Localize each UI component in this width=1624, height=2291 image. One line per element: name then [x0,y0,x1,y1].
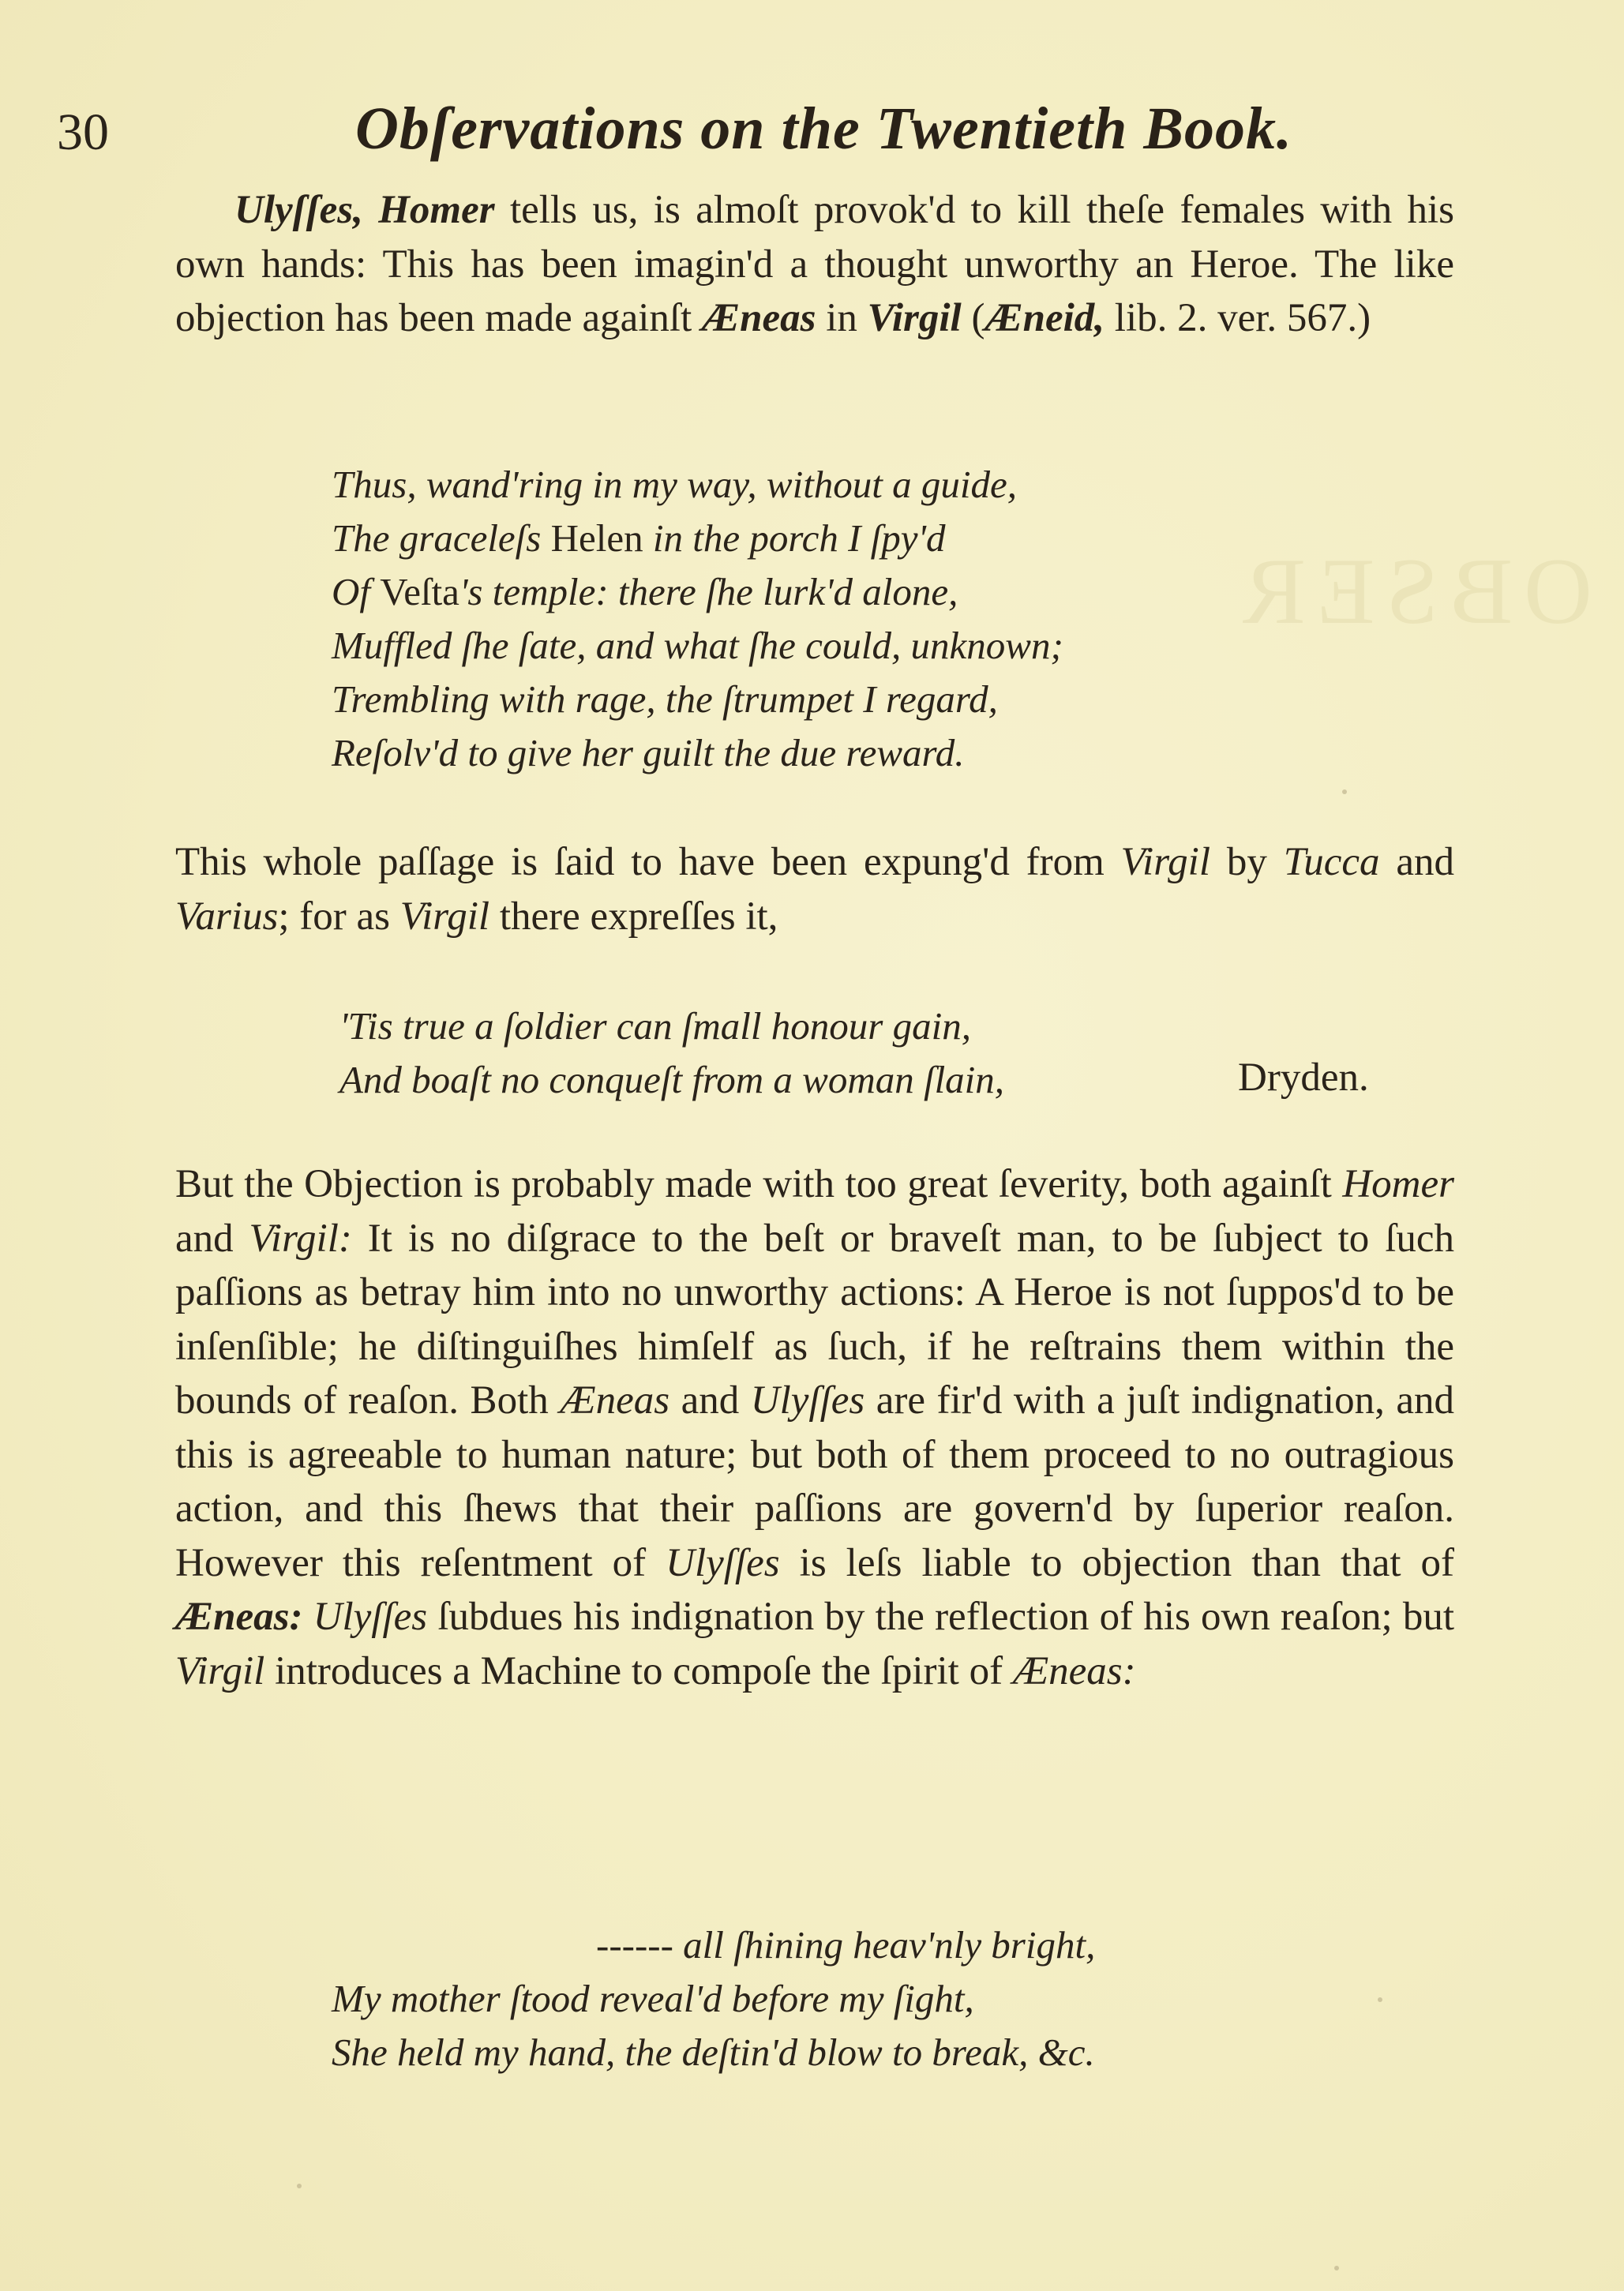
text-run: and [1379,840,1454,884]
name-aeneas: Æneas: [1012,1648,1136,1693]
page-header [47,95,1516,174]
text-run: there expreſſes it, [489,894,778,939]
text-run: and [175,1216,249,1261]
verse-line: Trembling with rage, the ſtrumpet I regard, [332,677,998,721]
text-run: ; for as [278,894,400,939]
paragraph-1-text [175,183,1454,346]
verse-line: ------ all ſhining heav'nly bright, [596,1923,1096,1967]
verse-line: Thus, wand'ring in my way, without a guide, [332,463,1018,506]
text-run [302,1595,313,1639]
attribution-dryden: Dryden. [1238,1056,1369,1100]
name-homer: Homer [1342,1162,1454,1206]
name-helen: Helen [550,516,643,560]
name-virgil: Virgil [867,296,962,340]
paragraph-1 [175,183,1454,346]
text-run: introduces a Machine to compoſe the ſpirit of [264,1648,1013,1693]
name-aeneas: Æneas [702,296,816,340]
text-run [363,188,378,232]
page-number: 30 [57,103,109,161]
text-run: and [669,1378,751,1423]
name-homer: Homer [378,188,495,232]
paragraph-3 [175,1157,1454,1698]
verse-quotation-1 [332,458,1063,780]
name-virgil: Virgil [1120,840,1210,884]
text-run: are fir'd with a juſt indignation, and this is agreeable to human nature; but both of them proceed to no outragious action, and this ſhews that their paſſions are govern'd by ſuperior reaſon. However this reſentment of [175,1378,1454,1585]
name-vesta: Veſta [380,570,459,613]
verse-line: Reſolv'd to give her guilt the due reward. [332,731,965,774]
name-virgil: Virgil [399,894,490,939]
text-run: The graceleſs [332,516,551,560]
name-aeneas: Æneas: [175,1595,303,1639]
verse-line: 'Tis true a ſoldier can ſmall honour gain, [339,1004,971,1048]
text-run: is leſs liable to objection than that of [779,1540,1454,1585]
text-run: by [1210,840,1284,884]
paragraph-2-text [175,835,1454,943]
verse-line: Muffled ſhe ſate, and what ſhe could, unknown; [332,624,1063,667]
name-tucca: Tucca [1283,840,1380,884]
name-ulysses: Ulyſſes [666,1540,780,1585]
verse-line: She held my hand, the deſtin'd blow to break, &c. [332,2030,1095,2074]
text-run: in the porch I ſpy'd [643,516,946,560]
paper-speck [1334,2266,1339,2270]
paper-speck [1378,1997,1382,2002]
name-virgil: Virgil [175,1648,265,1693]
text-run: This whole paſſage is ſaid to have been expung'd from [175,840,1121,884]
bleed-through-text: OBSER [1232,538,1592,643]
name-virgil: Virgil: [249,1216,352,1261]
verse-line [332,512,1063,565]
verse-line [332,565,1063,619]
running-title: Obſervations on the Twentieth Book. [355,96,1293,162]
paper-speck [297,2184,302,2188]
text-run: But the Objection is probably made with too great ſeverity, both againſt [175,1162,1343,1206]
name-ulysses: Ulyſſes [750,1378,865,1423]
text-run: 's temple: there ſhe lurk'd alone, [459,570,958,613]
text-run: tells us, is almoſt provok'd to kill theſe females with his own hands: This has been imagin'd a thought unworthy an Heroe. The like objection has been made againſt [175,188,1454,340]
text-run: ( [961,296,985,340]
name-ulysses: Ulyſſes, [234,188,363,232]
paragraph-2 [175,835,1454,943]
verse-quotation-3 [332,1918,1095,2079]
name-varius: Varius [175,894,279,939]
name-aeneas: Æneas [560,1378,670,1423]
name-ulysses: Ulyſſes [313,1595,428,1639]
text-run: in [816,296,868,340]
verse-line: My mother ſtood reveal'd before my ſight, [332,1977,974,2020]
title-aeneid: Æneid, [985,296,1105,340]
text-run: Of [332,570,381,613]
text-run: It is no diſgrace to the beſt or braveſt man, to be ſubject to ſuch paſſions as betray him into no unworthy actions: A Heroe is not ſuppos'd to be inſenſible; he diſtinguiſhes himſelf as ſuch, if he reſtrains them within the bounds of reaſon. Both [175,1216,1454,1423]
text-run: ſubdues his indignation by the reflection of his own reaſon; but [427,1595,1454,1639]
paragraph-3-text [175,1157,1454,1698]
verse-line: And boaſt no conqueſt from a woman ſlain, [339,1058,1005,1101]
paper-speck [1342,789,1347,794]
text-run: lib. 2. ver. 567.) [1105,296,1371,340]
verse-quotation-2 [339,999,1004,1107]
